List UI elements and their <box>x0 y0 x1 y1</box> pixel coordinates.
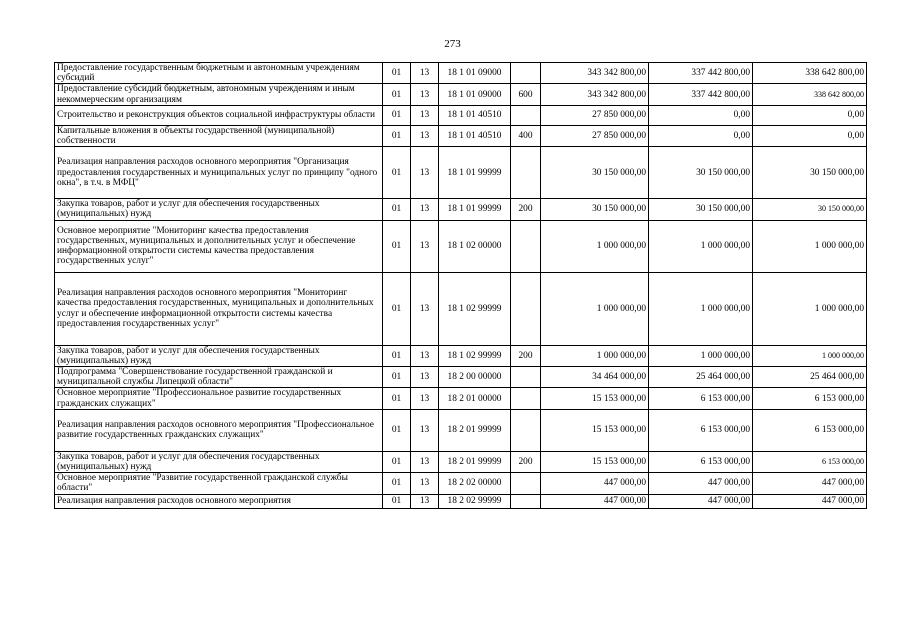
row-chapter: 01 <box>383 451 411 472</box>
row-subsection: 13 <box>411 199 439 220</box>
row-amount-year3: 1 000 000,00 <box>753 272 867 345</box>
row-expense-kind <box>511 388 541 409</box>
row-subsection: 13 <box>411 451 439 472</box>
row-amount-year2: 0,00 <box>649 105 753 125</box>
row-name: Закупка товаров, работ и услуг для обеспечения государственных (муниципальных) нужд <box>55 199 383 220</box>
table-row <box>55 388 867 409</box>
table-row <box>55 494 867 508</box>
row-amount-year1: 27 850 000,00 <box>541 125 649 146</box>
table-row <box>55 409 867 451</box>
row-chapter: 01 <box>383 272 411 345</box>
row-amount-year3: 1 000 000,00 <box>753 220 867 272</box>
table-row <box>55 367 867 388</box>
row-chapter: 01 <box>383 494 411 508</box>
row-amount-year2: 447 000,00 <box>649 494 753 508</box>
row-name: Закупка товаров, работ и услуг для обеспечения государственных (муниципальных) нужд <box>55 345 383 366</box>
row-amount-year3: 6 153 000,00 <box>753 451 867 472</box>
row-subsection: 13 <box>411 388 439 409</box>
row-target-article: 18 2 00 00000 <box>439 367 511 388</box>
row-expense-kind: 200 <box>511 345 541 366</box>
row-chapter: 01 <box>383 409 411 451</box>
row-amount-year3: 0,00 <box>753 125 867 146</box>
table-row <box>55 345 867 366</box>
page-number: 273 <box>444 38 461 50</box>
row-subsection: 13 <box>411 147 439 199</box>
row-name: Закупка товаров, работ и услуг для обеспечения государственных (муниципальных) нужд <box>55 451 383 472</box>
row-subsection: 13 <box>411 105 439 125</box>
row-name: Капитальные вложения в объекты государственной (муниципальной) собственности <box>55 125 383 146</box>
row-chapter: 01 <box>383 105 411 125</box>
row-amount-year1: 15 153 000,00 <box>541 388 649 409</box>
row-name: Реализация направления расходов основного мероприятия "Профессиональное развитие государственных гражданских служащих" <box>55 409 383 451</box>
table-row <box>55 220 867 272</box>
row-target-article: 18 1 02 99999 <box>439 345 511 366</box>
row-amount-year1: 447 000,00 <box>541 473 649 494</box>
row-target-article: 18 2 01 99999 <box>439 409 511 451</box>
row-name: Предоставление государственным бюджетным и автономным учреждениям субсидий <box>55 63 383 84</box>
row-target-article: 18 2 02 99999 <box>439 494 511 508</box>
row-name: Строительство и реконструкция объектов социальной инфраструктуры области <box>55 105 383 125</box>
row-amount-year3: 447 000,00 <box>753 494 867 508</box>
row-name: Основное мероприятие "Профессиональное развитие государственных гражданских служащих" <box>55 388 383 409</box>
row-subsection: 13 <box>411 494 439 508</box>
row-amount-year1: 27 850 000,00 <box>541 105 649 125</box>
row-target-article: 18 1 01 09000 <box>439 63 511 84</box>
row-amount-year2: 30 150 000,00 <box>649 147 753 199</box>
table-row <box>55 105 867 125</box>
row-expense-kind: 200 <box>511 199 541 220</box>
row-expense-kind <box>511 367 541 388</box>
row-target-article: 18 1 01 99999 <box>439 147 511 199</box>
row-name: Реализация направления расходов основного мероприятия <box>55 494 383 508</box>
row-name: Подпрограмма "Совершенствование государственной гражданской и муниципальной службы Липецкой области" <box>55 367 383 388</box>
row-amount-year2: 337 442 800,00 <box>649 84 753 105</box>
row-subsection: 13 <box>411 409 439 451</box>
row-amount-year2: 0,00 <box>649 125 753 146</box>
table-row <box>55 473 867 494</box>
row-target-article: 18 1 02 99999 <box>439 272 511 345</box>
row-subsection: 13 <box>411 345 439 366</box>
row-expense-kind <box>511 63 541 84</box>
row-amount-year1: 343 342 800,00 <box>541 63 649 84</box>
row-chapter: 01 <box>383 473 411 494</box>
row-expense-kind: 400 <box>511 125 541 146</box>
row-amount-year3: 0,00 <box>753 105 867 125</box>
table-row <box>55 451 867 472</box>
row-amount-year3: 338 642 800,00 <box>753 84 867 105</box>
table-row <box>55 63 867 84</box>
row-amount-year2: 447 000,00 <box>649 473 753 494</box>
row-amount-year3: 447 000,00 <box>753 473 867 494</box>
table-row <box>55 84 867 105</box>
row-amount-year1: 1 000 000,00 <box>541 345 649 366</box>
row-target-article: 18 1 01 09000 <box>439 84 511 105</box>
row-amount-year2: 25 464 000,00 <box>649 367 753 388</box>
row-amount-year1: 30 150 000,00 <box>541 199 649 220</box>
row-target-article: 18 2 01 00000 <box>439 388 511 409</box>
row-name: Основное мероприятие "Мониторинг качества предоставления государственных, муниципальных и дополнительных услуг и обеспечение информационной открытости системы качества предоставления государственных услуг" <box>55 220 383 272</box>
row-amount-year1: 1 000 000,00 <box>541 272 649 345</box>
row-expense-kind <box>511 494 541 508</box>
row-target-article: 18 1 01 99999 <box>439 199 511 220</box>
row-amount-year1: 30 150 000,00 <box>541 147 649 199</box>
row-subsection: 13 <box>411 367 439 388</box>
row-name: Реализация направления расходов основного мероприятия "Организация предоставления государственных и муниципальных услуг по принципу "одного окна", в т.ч. в МФЦ" <box>55 147 383 199</box>
row-chapter: 01 <box>383 63 411 84</box>
row-amount-year3: 338 642 800,00 <box>753 63 867 84</box>
row-chapter: 01 <box>383 388 411 409</box>
row-target-article: 18 1 02 00000 <box>439 220 511 272</box>
row-expense-kind <box>511 272 541 345</box>
row-amount-year1: 1 000 000,00 <box>541 220 649 272</box>
row-amount-year3: 1 000 000,00 <box>753 345 867 366</box>
row-amount-year3: 25 464 000,00 <box>753 367 867 388</box>
row-name: Предоставление субсидий бюджетным, автономным учреждениям и иным некоммерческим организациям <box>55 84 383 105</box>
row-subsection: 13 <box>411 220 439 272</box>
row-amount-year1: 15 153 000,00 <box>541 451 649 472</box>
row-amount-year1: 34 464 000,00 <box>541 367 649 388</box>
row-chapter: 01 <box>383 367 411 388</box>
row-amount-year3: 30 150 000,00 <box>753 147 867 199</box>
row-subsection: 13 <box>411 84 439 105</box>
row-amount-year2: 6 153 000,00 <box>649 388 753 409</box>
row-chapter: 01 <box>383 125 411 146</box>
row-amount-year1: 15 153 000,00 <box>541 409 649 451</box>
row-target-article: 18 2 02 00000 <box>439 473 511 494</box>
table-row <box>55 147 867 199</box>
row-name: Реализация направления расходов основного мероприятия "Мониторинг качества предоставления государственных, муниципальных и дополнительных услуг и обеспечение информационной открытости системы качества предоставления государственных услуг" <box>55 272 383 345</box>
table-row <box>55 272 867 345</box>
row-chapter: 01 <box>383 147 411 199</box>
row-subsection: 13 <box>411 63 439 84</box>
row-expense-kind: 600 <box>511 84 541 105</box>
row-amount-year2: 6 153 000,00 <box>649 409 753 451</box>
row-amount-year2: 6 153 000,00 <box>649 451 753 472</box>
row-amount-year2: 1 000 000,00 <box>649 345 753 366</box>
table-row <box>55 199 867 220</box>
row-expense-kind <box>511 409 541 451</box>
row-chapter: 01 <box>383 220 411 272</box>
row-target-article: 18 1 01 40510 <box>439 125 511 146</box>
row-chapter: 01 <box>383 199 411 220</box>
row-expense-kind <box>511 147 541 199</box>
row-target-article: 18 1 01 40510 <box>439 105 511 125</box>
table-row <box>55 125 867 146</box>
budget-table <box>54 62 867 509</box>
row-amount-year2: 1 000 000,00 <box>649 220 753 272</box>
row-subsection: 13 <box>411 473 439 494</box>
row-expense-kind <box>511 105 541 125</box>
row-name: Основное мероприятие "Развитие государственной гражданской службы области" <box>55 473 383 494</box>
row-target-article: 18 2 01 99999 <box>439 451 511 472</box>
row-subsection: 13 <box>411 272 439 345</box>
row-amount-year2: 1 000 000,00 <box>649 272 753 345</box>
row-subsection: 13 <box>411 125 439 146</box>
row-chapter: 01 <box>383 345 411 366</box>
row-expense-kind <box>511 220 541 272</box>
row-amount-year2: 337 442 800,00 <box>649 63 753 84</box>
row-expense-kind <box>511 473 541 494</box>
row-amount-year1: 447 000,00 <box>541 494 649 508</box>
row-expense-kind: 200 <box>511 451 541 472</box>
row-amount-year3: 30 150 000,00 <box>753 199 867 220</box>
row-chapter: 01 <box>383 84 411 105</box>
row-amount-year3: 6 153 000,00 <box>753 388 867 409</box>
row-amount-year2: 30 150 000,00 <box>649 199 753 220</box>
table-body <box>55 63 867 509</box>
row-amount-year3: 6 153 000,00 <box>753 409 867 451</box>
row-amount-year1: 343 342 800,00 <box>541 84 649 105</box>
